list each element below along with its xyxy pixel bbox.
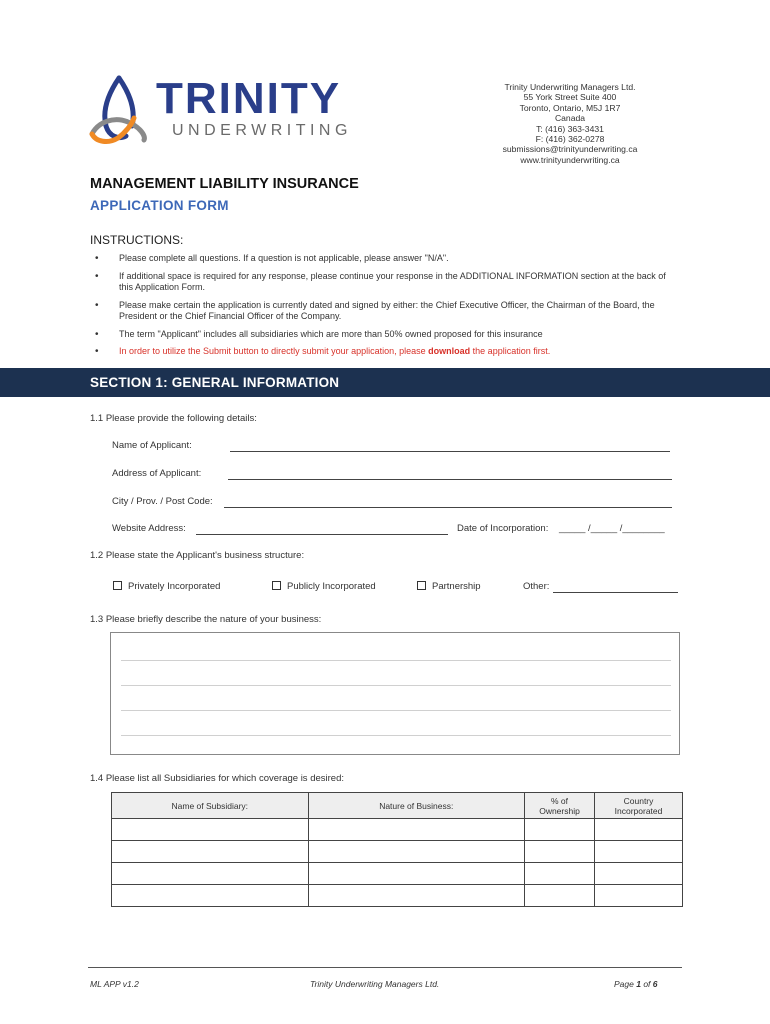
col-percent-ownership: % of Ownership (525, 793, 595, 819)
company-website[interactable]: www.trinityunderwriting.ca (520, 154, 620, 165)
ruled-line (121, 685, 671, 686)
table-row (112, 863, 683, 885)
footer-divider (88, 967, 682, 968)
question-1-4: 1.4 Please list all Subsidiaries for which coverage is desired: (90, 773, 344, 784)
table-cell[interactable] (595, 885, 683, 907)
form-title: MANAGEMENT LIABILITY INSURANCE (90, 176, 359, 192)
date-of-incorporation-label: Date of Incorporation: (457, 523, 549, 534)
submit-note (90, 346, 680, 358)
footer-page-number (614, 979, 658, 989)
table-cell[interactable] (525, 841, 595, 863)
trinity-knot-icon (88, 74, 150, 146)
company-address-block (470, 82, 670, 165)
question-1-3: 1.3 Please briefly describe the nature of your business: (90, 614, 322, 625)
ruled-line (121, 735, 671, 736)
city-prov-postcode-field[interactable] (224, 507, 672, 508)
table-cell[interactable] (525, 819, 595, 841)
table-cell[interactable] (308, 863, 524, 885)
instruction-item: • If additional space is required for any response, please continue your response in the ADDITIONAL INFORMATION section at the back of this Application Form. (90, 271, 680, 294)
company-street: 55 York Street Suite 400 (523, 92, 617, 103)
instruction-item: • Please complete all questions. If a question is not applicable, please answer "N/A". (90, 253, 680, 265)
table-cell[interactable] (525, 885, 595, 907)
table-cell[interactable] (112, 841, 309, 863)
page-prefix: Page (614, 979, 637, 989)
option-partnership[interactable] (417, 581, 481, 592)
subsidiaries-table (111, 792, 683, 907)
page-total: 6 (652, 979, 658, 989)
company-fax: F: (416) 362-0278 (535, 134, 605, 145)
company-email[interactable]: submissions@trinityunderwriting.ca (502, 144, 638, 155)
other-structure-field[interactable] (553, 592, 678, 593)
option-privately-incorporated[interactable] (113, 581, 220, 592)
company-city: Toronto, Ontario, M5J 1R7 (519, 102, 621, 113)
question-1-2: 1.2 Please state the Applicant's business structure: (90, 550, 305, 561)
company-phone: T: (416) 363-3431 (536, 123, 604, 134)
option-label: Publicly Incorporated (287, 581, 376, 592)
footer-company: Trinity Underwriting Managers Ltd. (310, 979, 440, 989)
business-description-textarea[interactable] (110, 632, 680, 755)
option-label: Privately Incorporated (128, 581, 221, 592)
table-cell[interactable] (595, 863, 683, 885)
website-address-field[interactable] (196, 534, 448, 535)
ruled-line (121, 660, 671, 661)
city-prov-postcode-label: City / Prov. / Post Code: (112, 496, 213, 507)
submit-note-bold: download (428, 346, 471, 356)
footer-version: ML APP v1.2 (90, 979, 139, 989)
page-current: 1 (636, 979, 641, 989)
option-label: Partnership (432, 581, 481, 592)
submit-note-after: the application first. (470, 346, 551, 356)
col-nature-of-business: Nature of Business: (308, 793, 524, 819)
submit-note-before: In order to utilize the Submit button to directly submit your application, please (119, 346, 429, 356)
address-of-applicant-label: Address of Applicant: (112, 468, 202, 479)
table-cell[interactable] (595, 819, 683, 841)
table-cell[interactable] (308, 841, 524, 863)
table-cell[interactable] (308, 819, 524, 841)
col-country-incorporated: Country Incorporated (595, 793, 683, 819)
option-publicly-incorporated[interactable] (272, 581, 376, 592)
ruled-line (121, 710, 671, 711)
form-subtitle: APPLICATION FORM (90, 198, 229, 213)
company-country: Canada (554, 113, 586, 124)
table-cell[interactable] (112, 819, 309, 841)
table-cell[interactable] (525, 863, 595, 885)
checkbox-icon[interactable] (417, 581, 426, 590)
logo-tagline: UNDERWRITING (172, 122, 352, 139)
table-cell[interactable] (112, 885, 309, 907)
instruction-item: • The term "Applicant" includes all subsidiaries which are more than 50% owned proposed for this insurance (90, 329, 680, 341)
table-header-row (112, 793, 683, 819)
instruction-item: • Please make certain the application is currently dated and signed by either: the Chief Executive Officer, the Chairman of the Board, the President or the Chief Financial Officer of the Company. (90, 300, 680, 323)
address-of-applicant-field[interactable] (228, 479, 672, 480)
company-name: Trinity Underwriting Managers Ltd. (504, 82, 636, 92)
trinity-logo (88, 72, 358, 148)
page-of: of (640, 979, 653, 989)
instructions-heading: INSTRUCTIONS: (90, 233, 184, 247)
instructions-list (90, 253, 680, 364)
section-1-title: SECTION 1: GENERAL INFORMATION (90, 375, 340, 390)
logo-wordmark: TRINITY (156, 74, 342, 123)
name-of-applicant-label: Name of Applicant: (112, 440, 192, 451)
checkbox-icon[interactable] (272, 581, 281, 590)
question-1-1: 1.1 Please provide the following details: (90, 413, 257, 424)
table-row (112, 819, 683, 841)
date-of-incorporation-field[interactable]: _____ /_____ /________ (559, 523, 665, 534)
table-row (112, 841, 683, 863)
checkbox-icon[interactable] (113, 581, 122, 590)
other-label: Other: (523, 581, 550, 592)
col-name-of-subsidiary: Name of Subsidiary: (112, 793, 309, 819)
table-cell[interactable] (112, 863, 309, 885)
table-cell[interactable] (595, 841, 683, 863)
website-address-label: Website Address: (112, 523, 186, 534)
name-of-applicant-field[interactable] (230, 451, 670, 452)
table-cell[interactable] (308, 885, 524, 907)
table-row (112, 885, 683, 907)
section-1-header (0, 368, 770, 397)
